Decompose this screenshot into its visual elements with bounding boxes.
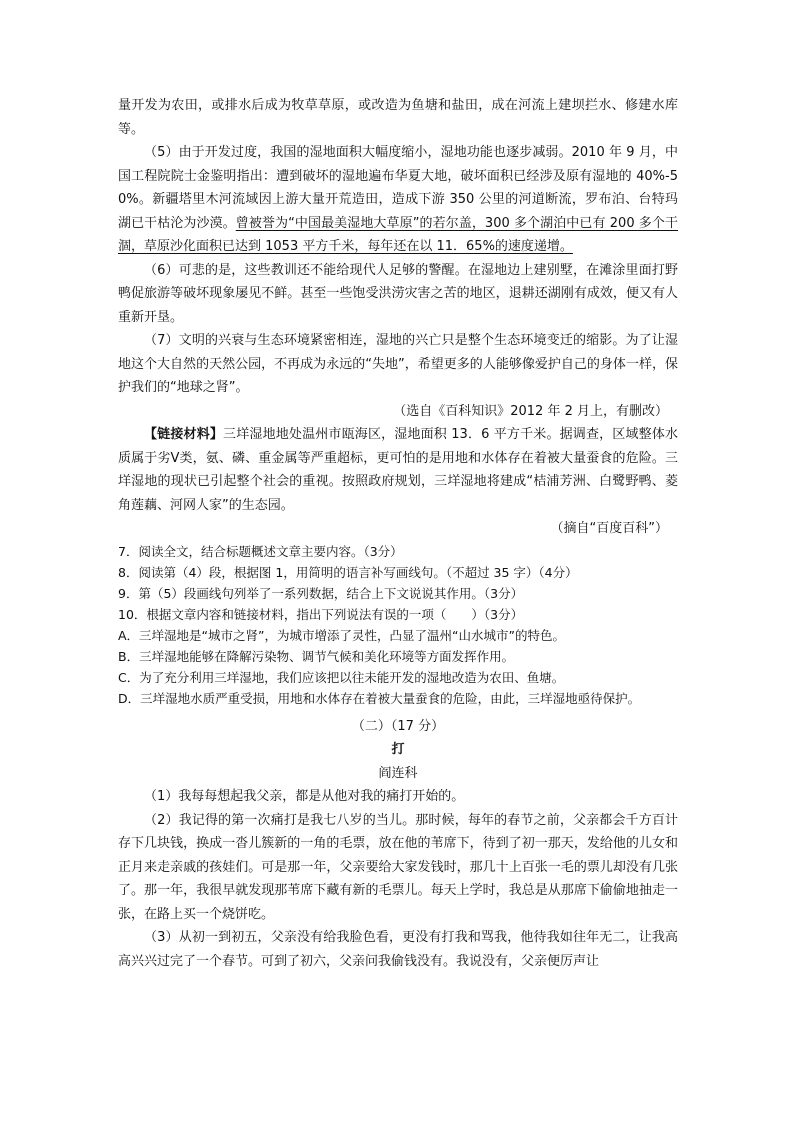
- question-7: 7．阅读全文，结合标题概述文章主要内容。（3分）: [118, 543, 403, 559]
- paragraph-6: （6）可悲的是，这些教训还不能给现代人足够的警醒。在湿地边上建别墅，在滩涂里面打野鸭促旅游等破坏现象屡见不鲜。甚至一些饱受洪涝灾害之苦的地区，退耕还湖刚有成效，便又有人重新开垦。: [118, 262, 678, 325]
- paragraph-5-text: （5）由于开发过度，我国的湿地面积大幅度缩小，湿地功能也逐步减弱。2010 年 9 月，中国工程院院士金鉴明指出：遭到破坏的湿地遍布华夏大地，破坏面积已经涉及原有湿地的 40%-50%。新疆塔里木河流域因上游大量开荒造田，造成下游 350 公里的河道断流，罗布泊、台特玛湖已干枯沦为沙漠。: [118, 145, 678, 231]
- story-paragraph-1: （1）我每每想起我父亲，都是从他对我的痛打开始的。: [144, 789, 465, 804]
- source-citation: （选自《百科知识》2012 年 2 月上，有删改）: [393, 403, 668, 419]
- questions-block: [118, 541, 678, 709]
- option-a: A．三垟湿地是“城市之肾”，为城市增添了灵性，凸显了温州“山水城市”的特色。: [118, 627, 565, 643]
- section-heading: （二）（17 分）: [351, 718, 445, 734]
- question-9: 9．第（5）段画线句列举了一系列数据，结合上下文说说其作用。（3分）: [118, 585, 524, 601]
- question-8: 8．阅读第（4）段，根据图 1，用简明的语言补写画线句。（不超过 35 字）（4分）: [118, 564, 578, 580]
- option-c: C．为了充分利用三垟湿地，我们应该把以往未能开发的湿地改造为农田、鱼塘。: [118, 669, 565, 685]
- story-title: 打: [391, 742, 405, 757]
- link-material-label: 【链接材料】: [144, 427, 224, 442]
- option-d: D．三垟湿地水质严重受损，用地和水体存在着被大量蚕食的危险，由此，三垟湿地亟待保护。: [118, 690, 641, 706]
- story-author: 阎连科: [378, 765, 418, 781]
- link-material-text: 三垟湿地地处温州市瓯海区，湿地面积 13．6 平方千米。据调查，区域整体水质属于劣Ⅴ类，氨、磷、重金属等严重超标，更可怕的是用地和水体存在着被大量蚕食的危险。三垟湿地的现状已引起整个社会的重视。按照政府规划，三垟湿地将建成“桔浦芳洲、白鹭野鸭、菱角莲藕、河网人家”的生态园。: [118, 427, 678, 513]
- story-paragraph-2: （2）我记得的第一次痛打是我七八岁的当儿。那时候，每年的春节之前，父亲都会千方百计存下几块钱，换成一沓儿簇新的一角的毛票，放在他的苇席下，待到了初一那天，发给他的儿女和正月来走亲戚的孩娃们。可是那一年，父亲要给大家发钱时，那几十上百张一毛的票儿却没有几张了。那一年，我很早就发现那苇席下藏有新的毛票儿。每天上学时，我总是从那席下偷偷地抽走一张，在路上买一个烧饼吃。: [118, 812, 678, 922]
- option-b: B．三垟湿地能够在降解污染物、调节气候和美化环境等方面发挥作用。: [118, 648, 515, 664]
- link-material: [118, 423, 678, 517]
- story-paragraph-3: （3）从初一到初五，父亲没有给我脸色看，更没有打我和骂我，他待我如往年无二，让我高高兴兴过完了一个春节。可到了初六，父亲问我偷钱没有。我说没有，父亲便厉声让: [118, 930, 678, 969]
- link-source: （摘自“百度百科”）: [550, 521, 668, 536]
- document-page: [118, 94, 678, 973]
- paragraph-5-underlined-sentence: 曾被誉为“中国最美湿地大草原”的若尔盖，300 多个湖泊中已有 200 多个干涸，草原沙化面积已达到 1053 平方千米，每年还在以 11．65%的速度递增。: [118, 215, 678, 254]
- paragraph-5: [118, 141, 678, 259]
- question-10: 10．根据文章内容和链接材料，指出下列说法有误的一项（ ）（3分）: [118, 606, 524, 622]
- paragraph-7: （7）文明的兴衰与生态环境紧密相连，湿地的兴亡只是整个生态环境变迁的缩影。为了让湿地这个大自然的天然公园，不再成为永远的“失地”，希望更多的人能够像爱护自己的身体一样，保护我们的“地球之肾”。: [118, 333, 678, 395]
- paragraph-continued: 量开发为农田，或排水后成为牧草草原，或改造为鱼塘和盐田，成在河流上建坝拦水、修建水库等。: [118, 98, 678, 137]
